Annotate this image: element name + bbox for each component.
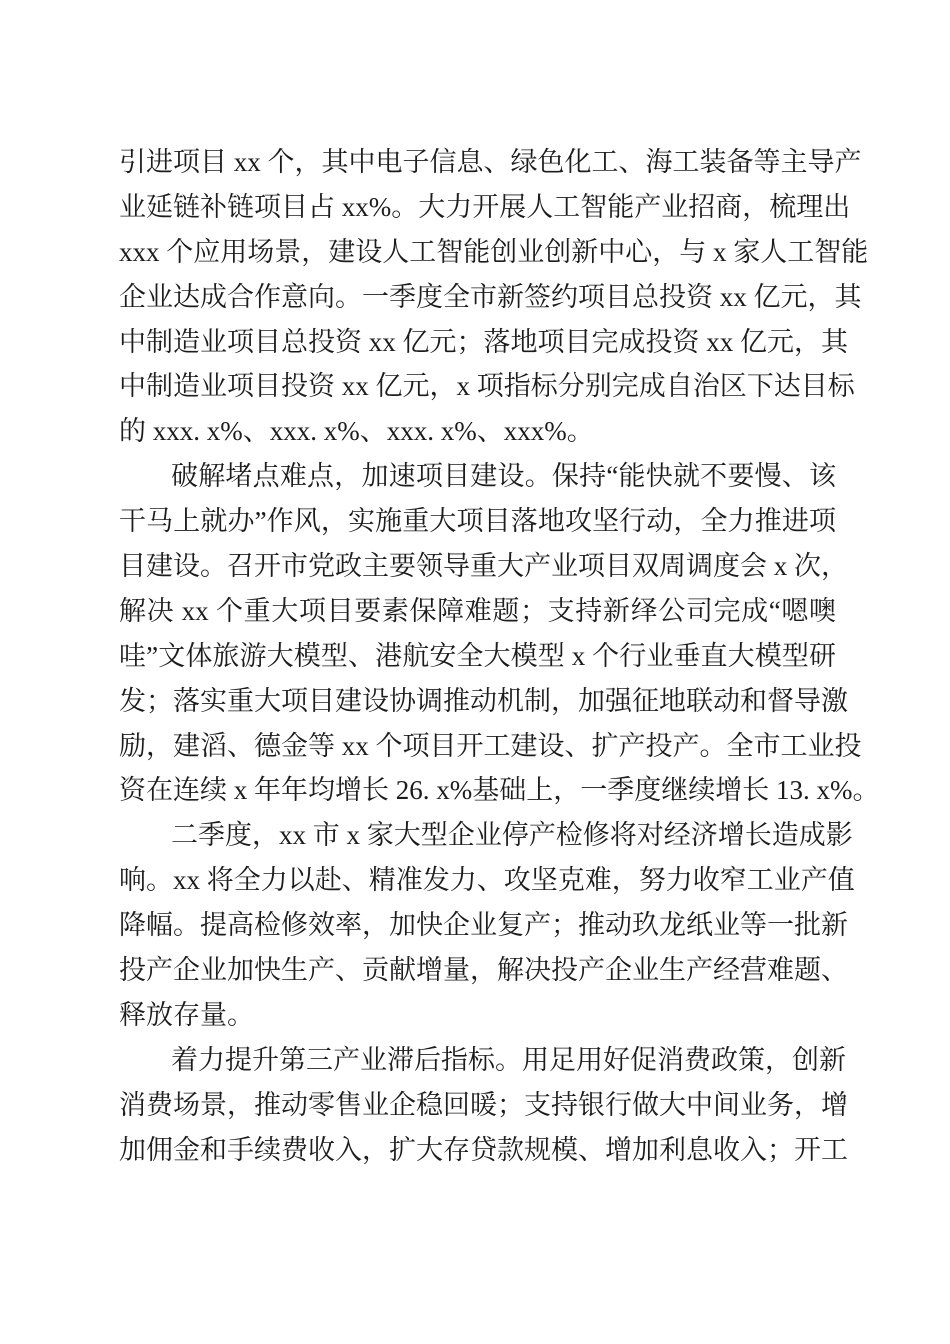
text-line: 加佣金和手续费收入，扩大存贷款规模、增加利息收入；开工 [119, 1134, 848, 1165]
text-line: 破解堵点难点，加速项目建设。保持“能快就不要慢、该 [171, 461, 836, 492]
text-line: 释放存量。 [119, 999, 254, 1030]
text-line: xxx 个应用场景，建设人工智能创业创新中心，与 x 家人工智能 [119, 236, 869, 267]
text-line: 企业达成合作意向。一季度全市新签约项目总投资 xx 亿元，其 [119, 281, 862, 312]
text-line: 哇”文体旅游大模型、港航安全大模型 x 个行业垂直大模型研 [119, 640, 836, 671]
text-line: 干马上就办”作风，实施重大项目落地攻坚行动，全力推进项 [119, 506, 836, 537]
text-line: 业延链补链项目占 xx%。大力开展人工智能产业招商，梳理出 [119, 191, 851, 222]
text-line: 中制造业项目总投资 xx 亿元；落地项目完成投资 xx 亿元，其 [119, 326, 848, 357]
text-line: 消费场景，推动零售业企稳回暖；支持银行做大中间业务，增 [119, 1089, 848, 1120]
text-line: 资在连续 x 年年均增长 26. x%基础上，一季度继续增长 13. x%。 [119, 775, 880, 806]
text-line: 引进项目 xx 个，其中电子信息、绿色化工、海工装备等主导产 [119, 147, 862, 177]
document-body [119, 140, 880, 1172]
text-line: 中制造业项目投资 xx 亿元，x 项指标分别完成自治区下达目标 [119, 371, 855, 402]
text-line: 着力提升第三产业滞后指标。用足用好促消费政策，创新 [171, 1044, 846, 1075]
text-line: 发；落实重大项目建设协调推动机制，加强征地联动和督导激 [119, 685, 848, 716]
text-line: 响。xx 将全力以赴、精准发力、攻坚克难，努力收窄工业产值 [119, 865, 855, 896]
text-line: 目建设。召开市党政主要领导重大产业项目双周调度会 x 次， [119, 551, 848, 582]
text-line: 二季度，xx 市 x 家大型企业停产检修将对经济增长造成影 [171, 820, 853, 851]
text-line: 解决 xx 个重大项目要素保障难题；支持新绎公司完成“嗯噢 [119, 595, 836, 626]
text-line: 降幅。提高检修效率，加快企业复产；推动玖龙纸业等一批新 [119, 910, 848, 941]
text-line: 励，建滔、德金等 xx 个项目开工建设、扩产投产。全市工业投 [119, 730, 862, 761]
text-line: 投产企业加快生产、贡献增量，解决投产企业生产经营难题、 [119, 955, 848, 986]
text-line: 的 xxx. x%、xxx. x%、xxx. x%、xxx%。 [119, 416, 594, 447]
